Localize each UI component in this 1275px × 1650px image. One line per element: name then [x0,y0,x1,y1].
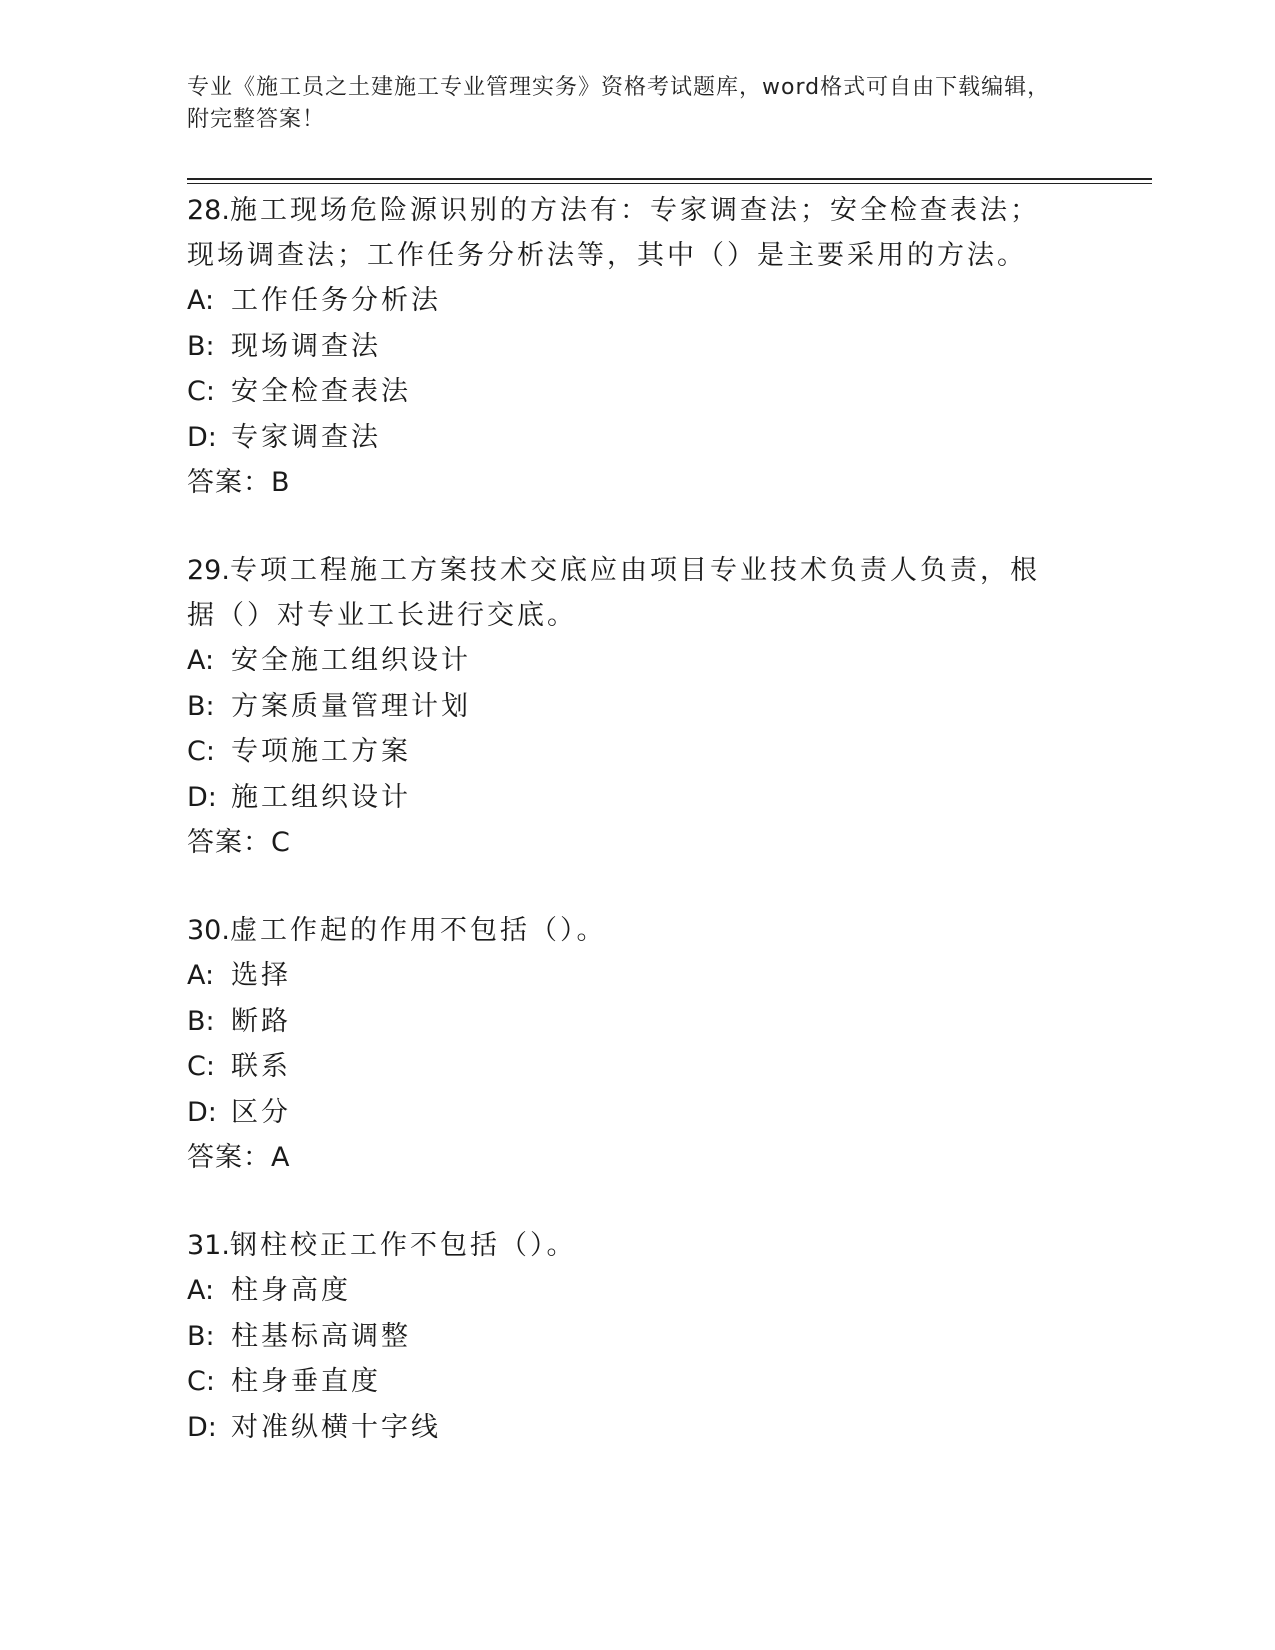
question-30 [187,908,1087,1180]
option-d [187,415,1047,461]
question-28 [187,188,1047,505]
option-text: 施工组织设计 [231,781,411,813]
option-d [187,1090,1087,1136]
question-text [187,908,1087,953]
question-number: 28. [187,195,230,226]
document-header: 专业《施工员之土建施工专业管理实务》资格考试题库，word格式可自由下载编辑，附完整答案！ [187,75,1051,132]
header-divider-thin [187,183,1152,184]
option-text: 方案质量管理计划 [231,690,471,722]
question-body: 虚工作起的作用不包括（）。 [229,915,607,946]
option-key: C: [187,736,215,767]
option-text: 现场调查法 [231,330,381,362]
option-b [187,1314,1087,1360]
question-number: 29. [187,555,230,586]
question-text [187,548,1067,638]
option-a [187,278,1047,324]
question-31 [187,1223,1087,1450]
option-key: B: [187,330,215,362]
option-key: D: [187,1096,217,1128]
option-text: 柱身高度 [231,1275,351,1306]
option-text: 柱身垂直度 [231,1366,381,1397]
option-d [187,775,1067,821]
option-key: C: [187,1366,215,1397]
option-text: 安全施工组织设计 [231,645,471,676]
answer: 答案：B [187,467,291,498]
question-29 [187,548,1067,865]
answer: 答案：A [187,1142,291,1173]
question-list [187,188,1087,1493]
option-key: D: [187,781,217,813]
option-c [187,1359,1087,1405]
option-key: A: [187,1275,215,1306]
question-body: 专项工程施工方案技术交底应由项目专业技术负责人负责，根据（）对专业工长进行交底。 [187,555,1040,631]
question-body: 钢柱校正工作不包括（）。 [229,1230,577,1261]
option-key: D: [187,1411,217,1443]
question-number: 31. [187,1230,230,1261]
option-key: B: [187,1320,215,1352]
option-c [187,369,1047,415]
option-text: 对准纵横十字线 [231,1411,441,1443]
option-a [187,638,1067,684]
option-key: B: [187,1005,215,1037]
option-key: A: [187,285,215,316]
option-key: B: [187,690,215,722]
option-key: A: [187,645,215,676]
option-key: A: [187,960,215,991]
option-c [187,729,1067,775]
option-key: D: [187,421,217,453]
option-text: 联系 [231,1051,291,1082]
answer: 答案：C [187,827,291,858]
option-b [187,324,1047,370]
option-text: 柱基标高调整 [231,1320,411,1352]
option-text: 区分 [231,1096,291,1128]
question-body: 施工现场危险源识别的方法有：专家调查法；安全检查表法；现场调查法；工作任务分析法等，其中（）是主要采用的方法。 [187,195,1040,271]
option-key: C: [187,376,215,407]
header-divider-thick [187,178,1152,180]
option-key: C: [187,1051,215,1082]
option-text: 选择 [231,960,291,991]
option-a [187,953,1087,999]
option-c [187,1044,1087,1090]
option-text: 断路 [231,1005,291,1037]
question-text [187,1223,1087,1268]
question-text [187,188,1047,278]
option-text: 工作任务分析法 [231,285,441,316]
question-number: 30. [187,915,230,946]
option-b [187,684,1067,730]
option-d [187,1405,1087,1451]
option-text: 专项施工方案 [231,736,411,767]
option-a [187,1268,1087,1314]
option-text: 专家调查法 [231,421,381,453]
option-b [187,999,1087,1045]
option-text: 安全检查表法 [231,376,411,407]
